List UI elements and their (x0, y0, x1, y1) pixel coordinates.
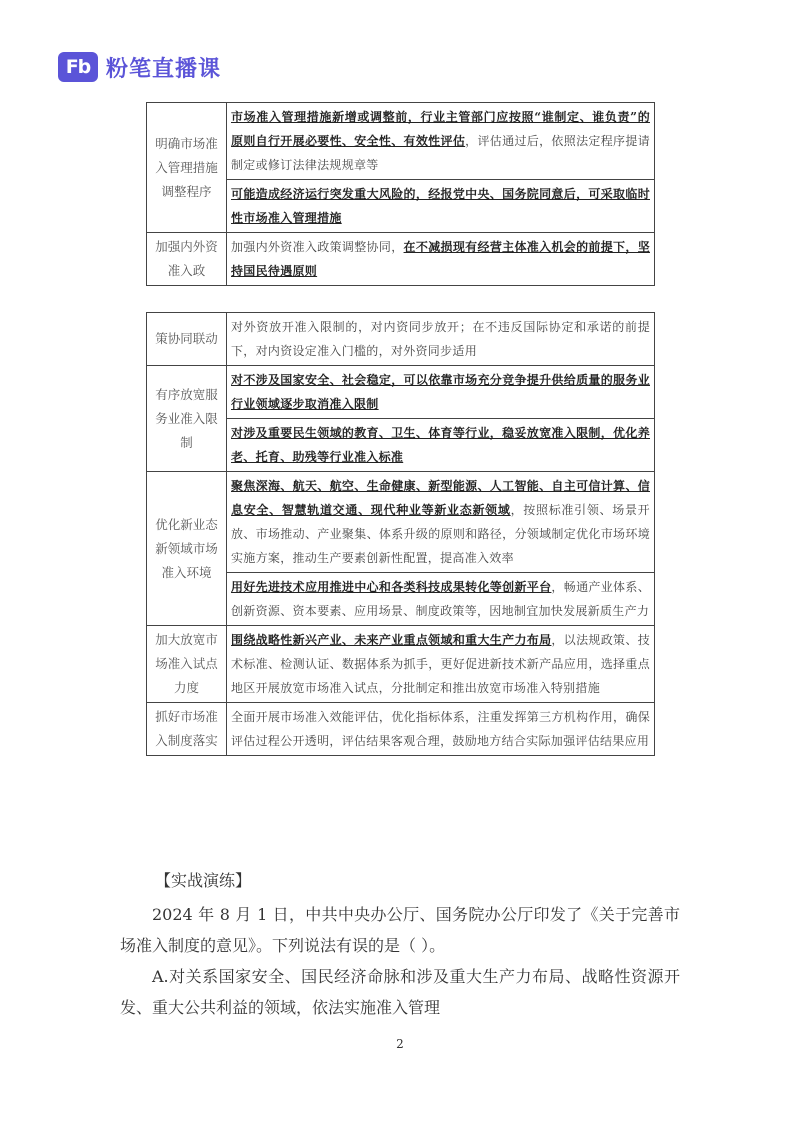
table-row (147, 313, 655, 366)
body-text: 加强内外资准入政策调整协同， (231, 240, 404, 254)
row-content (227, 472, 655, 573)
section-title: 【实战演练】 (155, 871, 252, 890)
body-text: ，畅通产业体系、创新资源、资本要素、应用场景、制度政策等，因地制宜加快发展新质生产力 (231, 580, 650, 618)
table-row (147, 103, 655, 180)
row-label: 加大放宽市场准入试点力度 (147, 626, 227, 703)
policy-table-part-1 (146, 102, 655, 286)
key-point-text: 围绕战略性新兴产业、未来产业重点领域和重大生产力布局 (231, 633, 552, 647)
brand-name: 粉笔直播课 (106, 56, 222, 82)
row-label: 优化新业态新领域市场准入环境 (147, 472, 227, 626)
key-point-text: 对不涉及国家安全、社会稳定，可以依靠市场充分竞争提升供给质量的服务业行业领域逐步取消准入限制 (231, 373, 650, 411)
key-point-text: 聚焦深海、航天、航空、生命健康、新型能源、人工智能、自主可信计算、信息安全、智慧轨道交通、现代种业等新业态新领域 (231, 479, 650, 517)
row-content (227, 703, 655, 756)
fb-logo-icon: Fb (58, 52, 98, 82)
row-label: 抓好市场准入制度落实 (147, 703, 227, 756)
row-content (227, 366, 655, 419)
table-row (147, 366, 655, 419)
body-text: ，评估通过后，依照法定程序提请制定或修订法律法规规章等 (231, 134, 650, 172)
row-label: 加强内外资准入政 (147, 233, 227, 286)
question-text: 2024 年 8 月 1 日，中共中央办公厅、国务院办公厅印发了《关于完善市场准入制度的意见》。下列说法有误的是（ ）。 (120, 905, 680, 955)
row-content (227, 573, 655, 626)
policy-table-part-2 (146, 312, 655, 756)
body-text: ，以法规政策、技术标准、检测认证、数据体系为抓手，更好促进新技术新产品应用，选择重点地区开展放宽市场准入试点，分批制定和推出放宽市场准入特别措施 (231, 633, 650, 695)
row-content (227, 626, 655, 703)
body-text: ，按照标准引领、场景开放、市场推动、产业聚集、体系升级的原则和路径，分领域制定优化市场环境实施方案，推动生产要素创新性配置，提高准入效率 (231, 503, 650, 565)
key-point-text: 对涉及重要民生领域的教育、卫生、体育等行业，稳妥放宽准入限制，优化养老、托育、助残等行业准入标准 (231, 426, 650, 464)
key-point-text: 用好先进技术应用推进中心和各类科技成果转化等创新平台 (231, 580, 552, 594)
row-label: 明确市场准入管理措施调整程序 (147, 103, 227, 233)
option-a: A.对关系国家安全、国民经济命脉和涉及重大生产力布局、战略性资源开发、重大公共利益的领域，依法实施准入管理 (120, 967, 680, 1017)
brand-logo (58, 50, 221, 84)
body-text: 对外资放开准入限制的，对内资同步放开；在不违反国际协定和承诺的前提下，对内资设定准入门槛的，对外资同步适用 (231, 320, 650, 358)
row-label: 有序放宽服务业准入限制 (147, 366, 227, 472)
key-point-text: 市场准入管理措施新增或调整前，行业主管部门应按照“谁制定、谁负责”的原则自行开展必要性、安全性、有效性评估 (231, 110, 650, 148)
row-content (227, 419, 655, 472)
row-content (227, 180, 655, 233)
table-row (147, 472, 655, 573)
key-point-text: 在不减损现有经营主体准入机会的前提下，坚持国民待遇原则 (231, 240, 650, 278)
body-text: 全面开展市场准入效能评估，优化指标体系，注重发挥第三方机构作用，确保评估过程公开透明，评估结果客观合理，鼓励地方结合实际加强评估结果应用 (231, 710, 650, 748)
row-label: 策协同联动 (147, 313, 227, 366)
table-row (147, 703, 655, 756)
table-row (147, 626, 655, 703)
page-number: 2 (396, 1037, 404, 1051)
row-content (227, 233, 655, 286)
key-point-text: 可能造成经济运行突发重大风险的，经报党中央、国务院同意后，可采取临时性市场准入管理措施 (231, 187, 650, 225)
row-content (227, 313, 655, 366)
table-row (147, 233, 655, 286)
row-content (227, 103, 655, 180)
